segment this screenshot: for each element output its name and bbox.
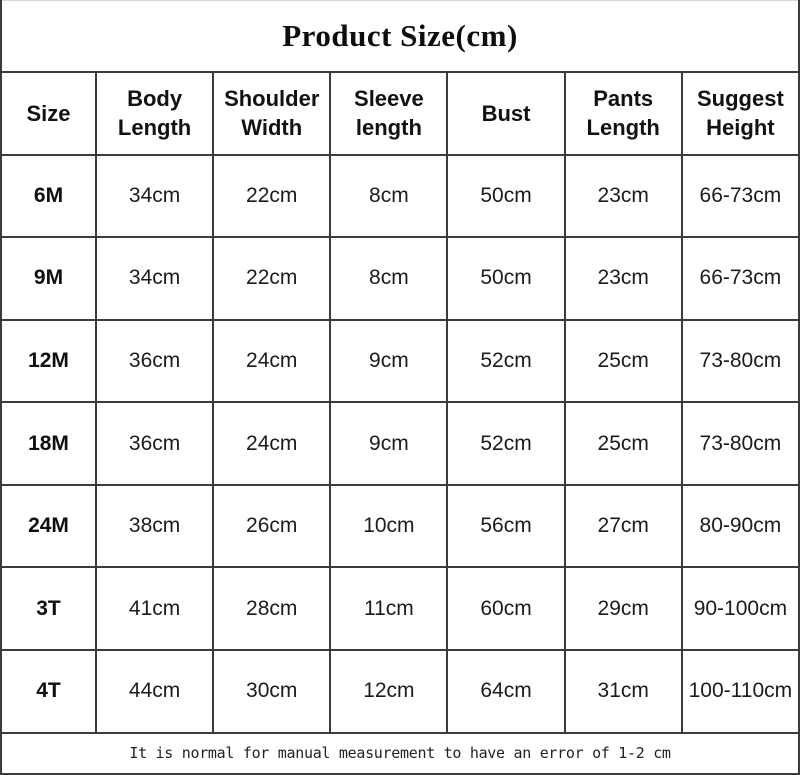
- value-cell: 44cm: [96, 650, 213, 733]
- value-cell: 24cm: [213, 402, 330, 485]
- table-row: [1, 485, 799, 568]
- value-cell: 50cm: [447, 237, 564, 320]
- value-cell: 56cm: [447, 485, 564, 568]
- size-cell: 9M: [1, 237, 96, 320]
- column-header-pants-length: Pants Length: [565, 72, 682, 155]
- measurement-note: It is normal for manual measurement to have an error of 1-2 cm: [1, 733, 799, 774]
- value-cell: 8cm: [330, 155, 447, 238]
- value-cell: 24cm: [213, 320, 330, 403]
- size-cell: 24M: [1, 485, 96, 568]
- column-header-body-length: Body Length: [96, 72, 213, 155]
- value-cell: 8cm: [330, 237, 447, 320]
- value-cell: 22cm: [213, 237, 330, 320]
- value-cell: 38cm: [96, 485, 213, 568]
- chart-title: Product Size(cm): [1, 1, 799, 73]
- column-header-size: Size: [1, 72, 96, 155]
- size-cell: 18M: [1, 402, 96, 485]
- value-cell: 36cm: [96, 402, 213, 485]
- value-cell: 90-100cm: [682, 567, 799, 650]
- column-header-bust: Bust: [447, 72, 564, 155]
- table-row: [1, 155, 799, 238]
- value-cell: 50cm: [447, 155, 564, 238]
- value-cell: 66-73cm: [682, 155, 799, 238]
- table-row: [1, 567, 799, 650]
- value-cell: 60cm: [447, 567, 564, 650]
- header-row: [1, 72, 799, 155]
- value-cell: 66-73cm: [682, 237, 799, 320]
- value-cell: 25cm: [565, 320, 682, 403]
- value-cell: 22cm: [213, 155, 330, 238]
- value-cell: 52cm: [447, 402, 564, 485]
- value-cell: 11cm: [330, 567, 447, 650]
- size-cell: 12M: [1, 320, 96, 403]
- size-cell: 6M: [1, 155, 96, 238]
- table-row: [1, 320, 799, 403]
- size-cell: 3T: [1, 567, 96, 650]
- value-cell: 30cm: [213, 650, 330, 733]
- value-cell: 23cm: [565, 155, 682, 238]
- value-cell: 36cm: [96, 320, 213, 403]
- title-row: [1, 1, 799, 73]
- column-header-sleeve-length: Sleeve length: [330, 72, 447, 155]
- value-cell: 27cm: [565, 485, 682, 568]
- table-row: [1, 650, 799, 733]
- value-cell: 23cm: [565, 237, 682, 320]
- value-cell: 73-80cm: [682, 402, 799, 485]
- value-cell: 34cm: [96, 155, 213, 238]
- note-row: [1, 733, 799, 774]
- table-row: [1, 237, 799, 320]
- value-cell: 100-110cm: [682, 650, 799, 733]
- value-cell: 25cm: [565, 402, 682, 485]
- value-cell: 10cm: [330, 485, 447, 568]
- value-cell: 29cm: [565, 567, 682, 650]
- value-cell: 34cm: [96, 237, 213, 320]
- value-cell: 41cm: [96, 567, 213, 650]
- value-cell: 64cm: [447, 650, 564, 733]
- size-cell: 4T: [1, 650, 96, 733]
- value-cell: 12cm: [330, 650, 447, 733]
- value-cell: 9cm: [330, 402, 447, 485]
- value-cell: 73-80cm: [682, 320, 799, 403]
- value-cell: 52cm: [447, 320, 564, 403]
- value-cell: 80-90cm: [682, 485, 799, 568]
- value-cell: 31cm: [565, 650, 682, 733]
- value-cell: 26cm: [213, 485, 330, 568]
- value-cell: 28cm: [213, 567, 330, 650]
- column-header-shoulder-width: Shoulder Width: [213, 72, 330, 155]
- table-row: [1, 402, 799, 485]
- value-cell: 9cm: [330, 320, 447, 403]
- column-header-suggest-height: Suggest Height: [682, 72, 799, 155]
